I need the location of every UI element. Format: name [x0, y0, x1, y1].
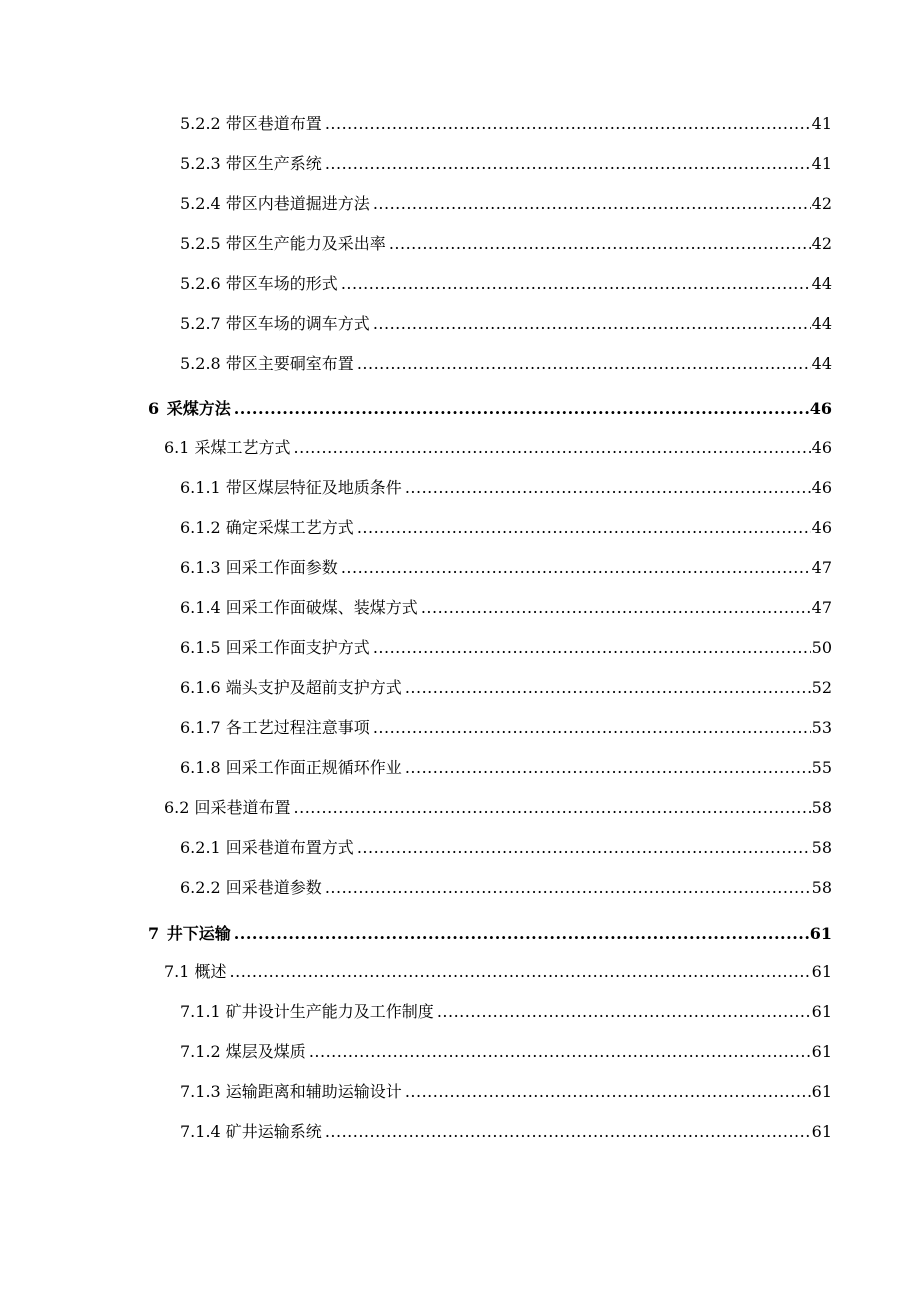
toc-entry-title: 5.2.3 带区生产系统: [180, 154, 322, 173]
toc-entry-6-1-2[interactable]: [180, 518, 832, 538]
dot-leader: [373, 314, 811, 334]
toc-entry-page: 46: [809, 399, 832, 418]
dot-leader: [389, 234, 811, 254]
toc-entry-title: 6.1.8 回采工作面正规循环作业: [180, 758, 402, 777]
toc-entry-title: 6.1.7 各工艺过程注意事项: [180, 718, 370, 737]
dot-leader: [373, 718, 811, 738]
toc-entry-page: 44: [811, 354, 832, 373]
toc-entry-title: 6.1.5 回采工作面支护方式: [180, 638, 370, 657]
toc-entry-5-2-3[interactable]: [180, 154, 832, 174]
dot-leader: [357, 838, 811, 858]
toc-entry-6-1[interactable]: [164, 438, 832, 458]
toc-entry-6-2[interactable]: [164, 798, 832, 818]
dot-leader: [309, 1042, 811, 1062]
toc-entry-page: 42: [811, 194, 832, 213]
toc-entry-6-1-5[interactable]: [180, 638, 832, 658]
dot-leader: [341, 558, 811, 578]
dot-leader: [341, 274, 811, 294]
toc-entry-page: 61: [809, 924, 832, 943]
dot-leader: [325, 154, 811, 174]
toc-entry-title: 6.1.2 确定采煤工艺方式: [180, 518, 354, 537]
toc-entry-6-2-1[interactable]: [180, 838, 832, 858]
dot-leader: [325, 1122, 811, 1142]
toc-entry-page: 55: [811, 758, 832, 777]
dot-leader: [405, 1082, 811, 1102]
toc-entry-6-1-8[interactable]: [180, 758, 832, 778]
toc-entry-title: 5.2.5 带区生产能力及采出率: [180, 234, 386, 253]
toc-chapter-7[interactable]: [148, 924, 832, 944]
toc-entry-page: 42: [811, 234, 832, 253]
dot-leader: [325, 114, 811, 134]
toc-entry-title: 6.2.1 回采巷道布置方式: [180, 838, 354, 857]
toc-entry-6-1-3[interactable]: [180, 558, 832, 578]
toc-entry-7-1-3[interactable]: [180, 1082, 832, 1102]
toc-entry-title: 5.2.6 带区车场的形式: [180, 274, 338, 293]
toc-entry-title: 6.2 回采巷道布置: [164, 798, 291, 817]
toc-entry-page: 53: [811, 718, 832, 737]
toc-entry-6-2-2[interactable]: [180, 878, 832, 898]
dot-leader: [373, 638, 811, 658]
dot-leader: [405, 478, 811, 498]
toc-entry-page: 58: [811, 798, 832, 817]
dot-leader: [234, 924, 809, 944]
toc-entry-7-1-4[interactable]: [180, 1122, 832, 1142]
toc-entry-7-1-1[interactable]: [180, 1002, 832, 1022]
toc-entry-title: 6.1.6 端头支护及超前支护方式: [180, 678, 402, 697]
toc-entry-title: 6 采煤方法: [148, 399, 231, 418]
dot-leader: [230, 962, 811, 982]
toc-entry-6-1-6[interactable]: [180, 678, 832, 698]
toc-entry-5-2-6[interactable]: [180, 274, 832, 294]
toc-entry-page: 61: [811, 1042, 832, 1061]
toc-entry-page: 50: [811, 638, 832, 657]
toc-entry-title: 6.1.1 带区煤层特征及地质条件: [180, 478, 402, 497]
dot-leader: [357, 518, 811, 538]
toc-entry-6-1-4[interactable]: [180, 598, 832, 618]
dot-leader: [357, 354, 811, 374]
toc-entry-title: 6.1.4 回采工作面破煤、装煤方式: [180, 598, 418, 617]
dot-leader: [405, 758, 811, 778]
toc-entry-page: 47: [811, 558, 832, 577]
dot-leader: [294, 438, 811, 458]
toc-entry-title: 5.2.2 带区巷道布置: [180, 114, 322, 133]
dot-leader: [405, 678, 811, 698]
toc-entry-page: 46: [811, 518, 832, 537]
dot-leader: [294, 798, 811, 818]
dot-leader: [421, 598, 811, 618]
toc-entry-title: 7.1.2 煤层及煤质: [180, 1042, 306, 1061]
toc-entry-title: 5.2.8 带区主要硐室布置: [180, 354, 354, 373]
toc-entry-page: 46: [811, 438, 832, 457]
toc-entry-6-1-7[interactable]: [180, 718, 832, 738]
toc-entry-title: 7.1.4 矿井运输系统: [180, 1122, 322, 1141]
toc-entry-page: 44: [811, 314, 832, 333]
toc-entry-page: 61: [811, 1122, 832, 1141]
dot-leader: [234, 399, 809, 419]
toc-entry-6-1-1[interactable]: [180, 478, 832, 498]
toc-entry-5-2-8[interactable]: [180, 354, 832, 374]
toc-entry-page: 46: [811, 478, 832, 497]
toc-entry-page: 61: [811, 1082, 832, 1101]
toc-entry-title: 6.2.2 回采巷道参数: [180, 878, 322, 897]
toc-entry-page: 58: [811, 878, 832, 897]
toc-entry-title: 6.1.3 回采工作面参数: [180, 558, 338, 577]
toc-entry-7-1[interactable]: [164, 962, 832, 982]
toc-entry-5-2-5[interactable]: [180, 234, 832, 254]
toc-entry-page: 52: [811, 678, 832, 697]
toc-entry-page: 41: [811, 114, 832, 133]
toc-entry-7-1-2[interactable]: [180, 1042, 832, 1062]
dot-leader: [373, 194, 811, 214]
toc-entry-5-2-2[interactable]: [180, 114, 832, 134]
toc-entry-page: 58: [811, 838, 832, 857]
toc-entry-5-2-4[interactable]: [180, 194, 832, 214]
toc-entry-page: 44: [811, 274, 832, 293]
toc-entry-page: 41: [811, 154, 832, 173]
toc-entry-title: 7.1 概述: [164, 962, 227, 981]
toc-entry-title: 7.1.1 矿井设计生产能力及工作制度: [180, 1002, 434, 1021]
toc-entry-title: 6.1 采煤工艺方式: [164, 438, 291, 457]
toc-entry-title: 5.2.4 带区内巷道掘进方法: [180, 194, 370, 213]
toc-entry-5-2-7[interactable]: [180, 314, 832, 334]
toc-entry-title: 5.2.7 带区车场的调车方式: [180, 314, 370, 333]
toc-entry-page: 61: [811, 1002, 832, 1021]
toc-entry-title: 7 井下运输: [148, 924, 231, 943]
toc-entry-page: 61: [811, 962, 832, 981]
dot-leader: [325, 878, 811, 898]
dot-leader: [437, 1002, 811, 1022]
toc-chapter-6[interactable]: [148, 399, 832, 419]
toc-entry-title: 7.1.3 运输距离和辅助运输设计: [180, 1082, 402, 1101]
toc-entry-page: 47: [811, 598, 832, 617]
